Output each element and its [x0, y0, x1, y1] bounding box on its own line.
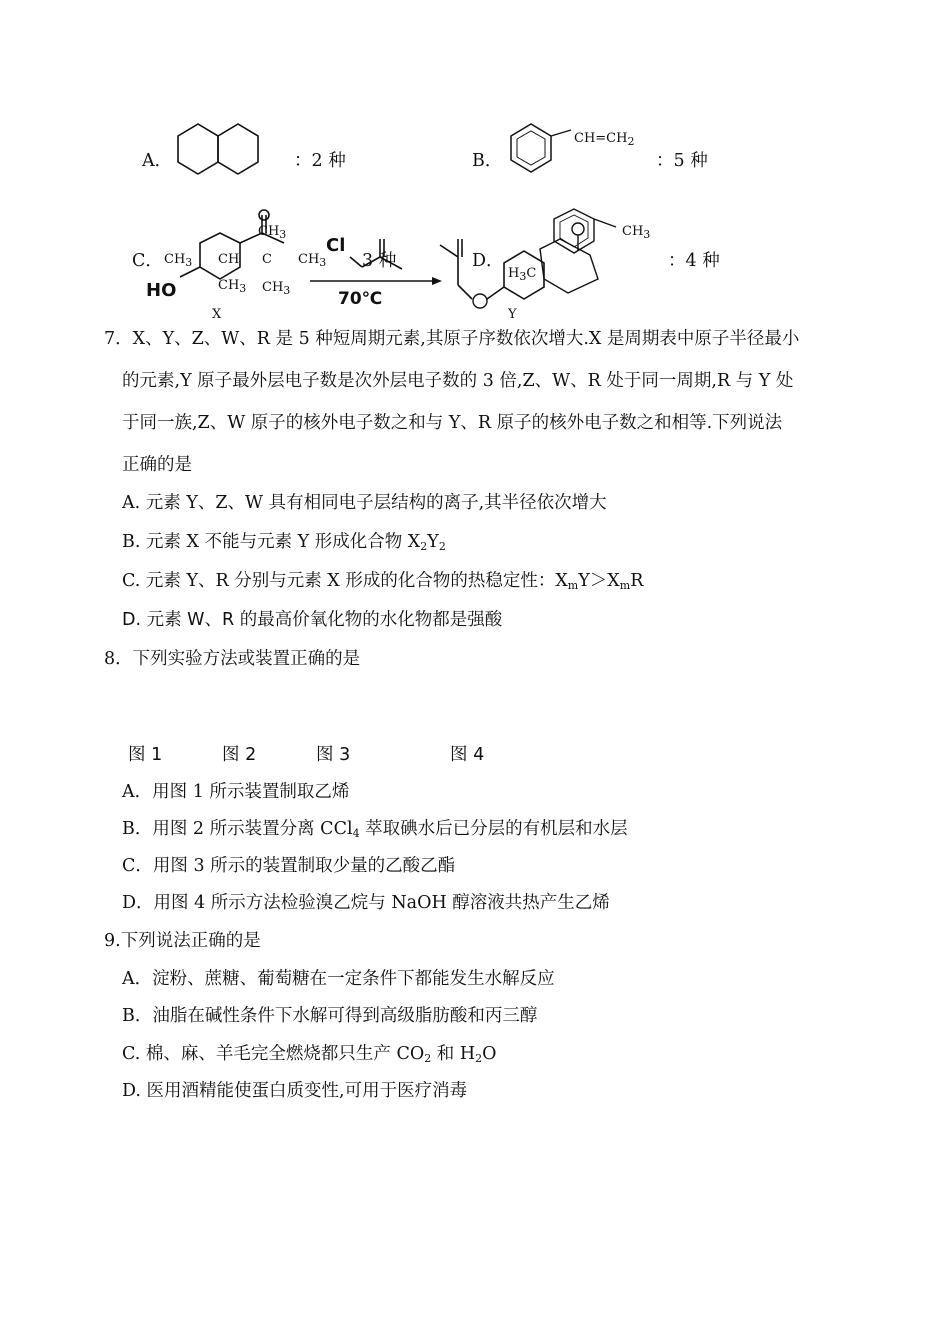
q7-stem-line2: 的元素,Y 原子最外层电子数是次外层电子数的 3 倍,Z、W、R 处于同一周期,R 与 Y 处	[122, 371, 794, 391]
hydroxyl-label: HO	[146, 280, 177, 301]
q6-option-d-answer: ：4 种	[668, 251, 720, 271]
q6-option-c-label: C．	[132, 251, 163, 271]
q8-option-d: D．用图 4 所示方法检验溴乙烷与 NaOH 醇溶液共热产生乙烯	[122, 893, 610, 913]
q9-option-c: C. 棉、麻、羊毛完全燃烧都只生产 $CO_2$ 和 $H_2O$	[122, 1044, 497, 1065]
vinyl-group-label: $CH=CH_2$	[574, 131, 635, 148]
figure-1-label: 图 1	[128, 745, 163, 765]
q9-option-d: D. 医用酒精能使蛋白质变性,可用于医疗消毒	[122, 1081, 468, 1101]
q6-option-c-answer: 3 种	[362, 251, 397, 271]
q9-option-b: B．油脂在碱性条件下水解可得到高级脂肪酸和丙三醇	[122, 1006, 538, 1026]
d-h3c-label: $H_3C$	[508, 266, 537, 283]
x-c-label: C	[262, 252, 272, 267]
q7-stem-line3: 于同一族,Z、W 原子的核外电子数之和与 Y、R 原子的核外电子数之和相等.下列说法	[122, 413, 783, 433]
q7-stem-line4: 正确的是	[122, 455, 192, 475]
q7-stem-line1: 7．X、Y、Z、W、R 是 5 种短周期元素,其原子序数依次增大.X 是周期表中原子半径最小	[104, 329, 800, 349]
product-y-label: Y	[508, 307, 517, 322]
x-ch3-lower-label: $CH_3$	[262, 280, 291, 297]
q6-option-d-label: D．	[472, 251, 504, 271]
x-ch-label: CH	[218, 252, 240, 267]
q7-option-a: A. 元素 Y、Z、W 具有相同电子层结构的离子,其半径依次增大	[122, 493, 607, 513]
figure-4-label: 图 4	[450, 745, 485, 765]
reactant-x-label: X	[212, 307, 222, 322]
figure-3-label: 图 3	[316, 745, 351, 765]
decalin-structure	[170, 118, 280, 188]
x-ch3-top-label: $CH_3$	[258, 224, 287, 241]
x-ch3-bottom-label: $CH_3$	[218, 278, 247, 295]
q7-option-c: C. 元素 Y、R 分别与元素 X 形成的化合物的热稳定性：$X_mY>X_mR$	[122, 571, 644, 592]
x-ch3-label: $CH_3$	[164, 252, 193, 269]
q8-option-c: C．用图 3 所示的装置制取少量的乙酸乙酯	[122, 856, 456, 876]
reaction-temperature: 70℃	[338, 289, 383, 309]
q9-option-a: A．淀粉、蔗糖、葡萄糖在一定条件下都能发生水解反应	[122, 969, 555, 989]
q8-stem: 8．下列实验方法或装置正确的是	[104, 649, 361, 669]
d-ch3-label: $CH_3$	[622, 224, 651, 241]
q6-option-b-answer: ：5 种	[656, 151, 708, 171]
q7-option-b: B. 元素 X 不能与元素 Y 形成化合物 $X_2Y_2$	[122, 532, 446, 553]
q8-option-a: A．用图 1 所示装置制取乙烯	[122, 782, 350, 802]
q6-option-b-label: B．	[472, 151, 503, 171]
q7-option-d: D. 元素 W、R 的最高价氧化物的水化物都是强酸	[122, 610, 503, 630]
q6-option-a-label: A．	[142, 151, 173, 171]
q8-option-b: B．用图 2 所示装置分离 CCl$_4$ 萃取碘水后已分层的有机层和水层	[122, 819, 628, 840]
q6-option-a-answer: ：2 种	[294, 151, 346, 171]
x-ch3-right-label: $CH_3$	[298, 252, 327, 269]
chlorine-label: Cl	[326, 235, 346, 256]
q9-stem: 9.下列说法正确的是	[104, 931, 261, 951]
figure-2-label: 图 2	[222, 745, 257, 765]
